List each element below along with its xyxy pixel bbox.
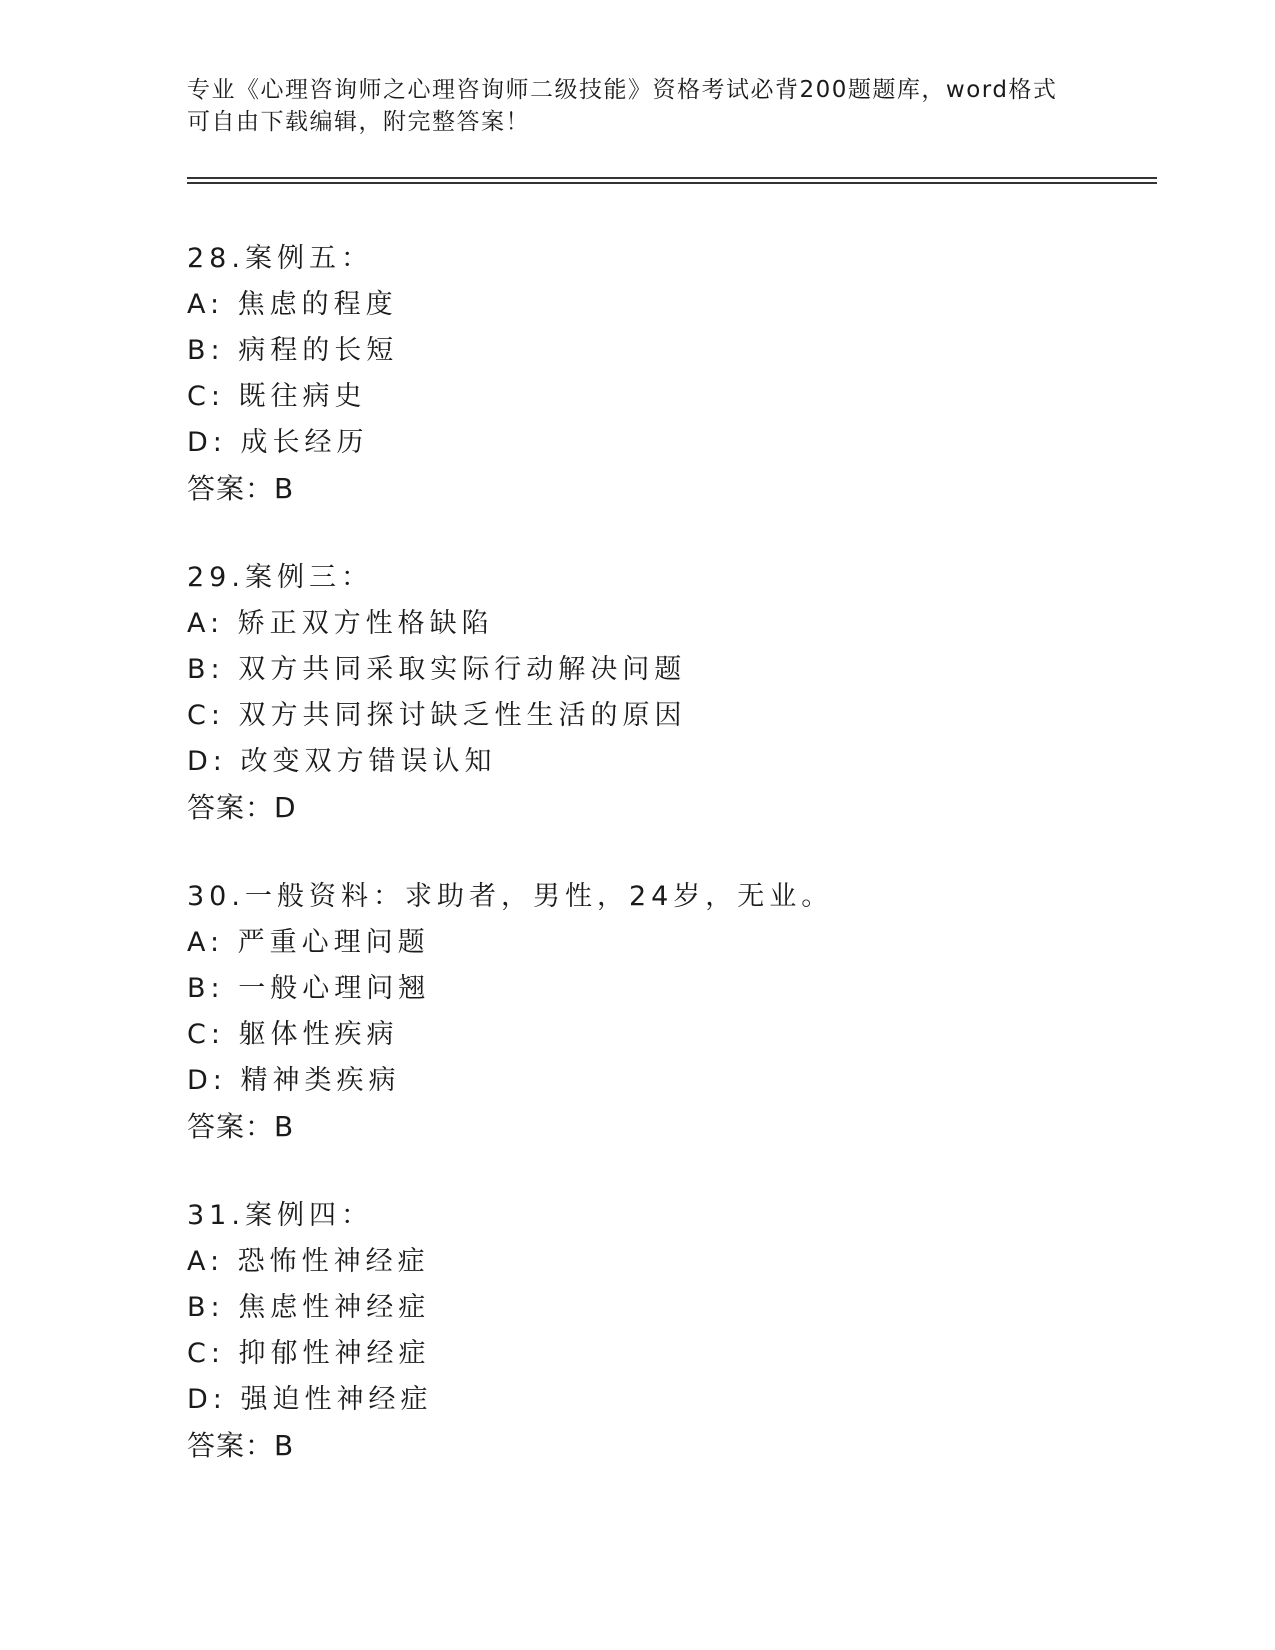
option-b: B: 病程的长短 bbox=[187, 335, 399, 366]
question-title: 31.案例四： bbox=[187, 1200, 373, 1231]
option-d: D: 改变双方错误认知 bbox=[187, 746, 497, 777]
header-divider-bottom bbox=[187, 182, 1157, 184]
header-line-1: 专业《心理咨询师之心理咨询师二级技能》资格考试必背200题题库，word格式 bbox=[187, 77, 1058, 103]
answer-label: 答案：B bbox=[187, 1429, 295, 1462]
option-d: D: 强迫性神经症 bbox=[187, 1384, 433, 1415]
answer-label: 答案：B bbox=[187, 472, 295, 505]
option-c: C: 双方共同探讨缺乏性生活的原因 bbox=[187, 700, 687, 731]
option-d: D: 精神类疾病 bbox=[187, 1065, 401, 1096]
option-c: C: 既往病史 bbox=[187, 381, 367, 412]
option-a: A: 恐怖性神经症 bbox=[187, 1246, 430, 1277]
question-29 bbox=[187, 555, 1147, 831]
option-b: B: 双方共同采取实际行动解决问题 bbox=[187, 654, 687, 685]
option-b: B: 焦虑性神经症 bbox=[187, 1292, 431, 1323]
question-list bbox=[187, 236, 1147, 1512]
option-a: A: 矫正双方性格缺陷 bbox=[187, 608, 494, 639]
answer-label: 答案：B bbox=[187, 1110, 295, 1143]
header-line-2: 可自由下载编辑，附完整答案！ bbox=[187, 109, 530, 135]
answer-label: 答案：D bbox=[187, 791, 297, 824]
header-divider-top bbox=[187, 177, 1157, 179]
document-header bbox=[187, 74, 1087, 138]
option-a: A: 严重心理问题 bbox=[187, 927, 430, 958]
question-title: 30.一般资料：求助者，男性，24岁，无业。 bbox=[187, 881, 834, 912]
question-30 bbox=[187, 874, 1147, 1150]
option-d: D: 成长经历 bbox=[187, 427, 369, 458]
option-c: C: 抑郁性神经症 bbox=[187, 1338, 431, 1369]
option-a: A: 焦虑的程度 bbox=[187, 289, 398, 320]
question-31 bbox=[187, 1193, 1147, 1469]
question-28 bbox=[187, 236, 1147, 512]
question-title: 28.案例五： bbox=[187, 243, 373, 274]
option-c: C: 躯体性疾病 bbox=[187, 1019, 399, 1050]
option-b: B: 一般心理问翘 bbox=[187, 973, 431, 1004]
question-title: 29.案例三： bbox=[187, 562, 373, 593]
